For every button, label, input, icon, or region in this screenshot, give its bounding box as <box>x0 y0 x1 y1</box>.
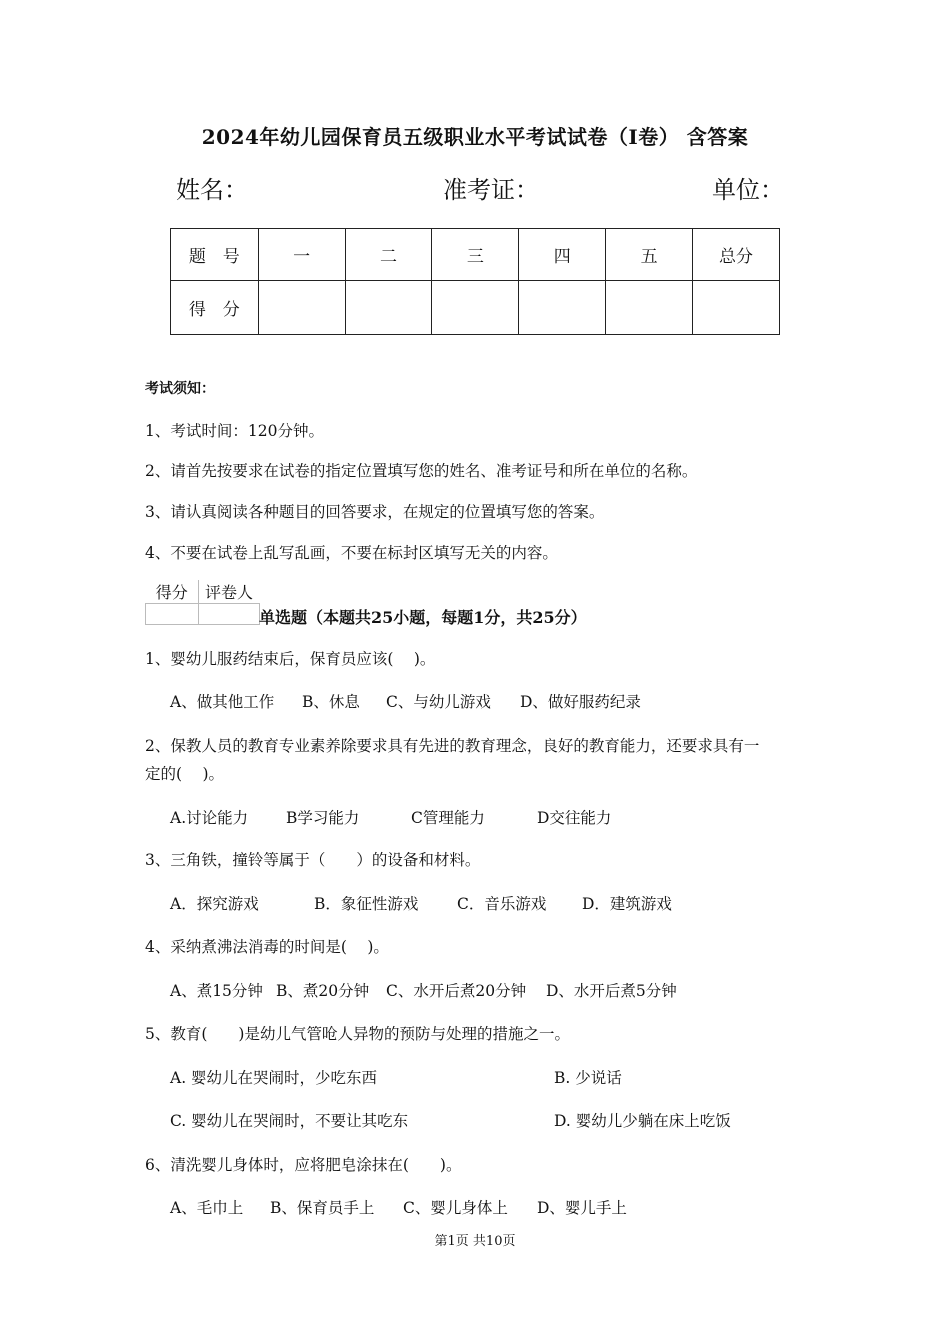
question-stem: 3、三角铁，撞铃等属于（ ）的设备和材料。 <box>145 851 481 869</box>
question-option[interactable]: D、婴儿手上 <box>537 1199 627 1217</box>
score-blank-cell[interactable] <box>519 281 606 335</box>
section-title: 单选题（本题共25小题，每题1分，共25分） <box>259 608 587 627</box>
question-option[interactable]: D. 婴幼儿少躺在床上吃饭 <box>554 1112 731 1130</box>
question-option[interactable]: C．音乐游戏 <box>457 895 547 913</box>
score-table-cell: 得 分 <box>171 281 259 335</box>
question-option[interactable]: A. 婴幼儿在哭闹时，少吃东西 <box>170 1069 378 1087</box>
score-table-cell: 一 <box>258 229 345 281</box>
question-stem: 5、教育( )是幼儿气管呛人异物的预防与处理的措施之一。 <box>145 1025 570 1043</box>
score-table-header-row <box>171 229 780 281</box>
question-option[interactable]: B学习能力 <box>286 809 360 827</box>
question-option[interactable]: B、煮20分钟 <box>276 982 370 1000</box>
question-option[interactable]: D．建筑游戏 <box>582 895 672 913</box>
question-option[interactable]: A.讨论能力 <box>170 809 249 827</box>
question-option[interactable]: B．象征性游戏 <box>314 895 419 913</box>
question-option[interactable]: C. 婴幼儿在哭闹时，不要让其吃东 <box>170 1112 409 1130</box>
question-stem: 2、保教人员的教育专业素养除要求具有先进的教育理念，良好的教育能力，还要求具有一 <box>145 737 760 755</box>
question-option[interactable]: C、婴儿身体上 <box>403 1199 508 1217</box>
score-blank-cell[interactable] <box>606 281 693 335</box>
score-table-score-row <box>171 281 780 335</box>
score-blank-cell[interactable] <box>693 281 780 335</box>
question-option[interactable]: B. 少说话 <box>554 1069 622 1087</box>
question-stem: 6、清洗婴儿身体时，应将肥皂涂抹在( )。 <box>145 1156 462 1174</box>
score-table-cell: 二 <box>345 229 432 281</box>
question-option[interactable]: C管理能力 <box>411 809 485 827</box>
score-table-cell: 五 <box>606 229 693 281</box>
notes-title: 考试须知： <box>145 381 215 397</box>
question-stem: 1、婴幼儿服药结束后，保育员应该( )。 <box>145 650 436 668</box>
unit-field-label: 单位： <box>712 176 784 204</box>
exam-id-field-label: 准考证： <box>443 176 539 204</box>
score-table-cell: 总分 <box>693 229 780 281</box>
score-blank-cell[interactable] <box>345 281 432 335</box>
grader-box <box>145 580 260 625</box>
name-field-label: 姓名： <box>176 176 248 204</box>
grader-name-label: 评卷人 <box>199 580 260 604</box>
note-item: 4、不要在试卷上乱写乱画，不要在标封区填写无关的内容。 <box>145 544 558 562</box>
score-table-cell: 四 <box>519 229 606 281</box>
note-item: 2、请首先按要求在试卷的指定位置填写您的姓名、准考证号和所在单位的名称。 <box>145 462 698 480</box>
question-option[interactable]: C、水开后煮20分钟 <box>386 982 527 1000</box>
grader-score-blank[interactable] <box>146 604 199 625</box>
score-blank-cell[interactable] <box>258 281 345 335</box>
exam-title: 2024年幼儿园保育员五级职业水平考试试卷（I卷） 含答案 <box>201 125 749 149</box>
question-stem: 4、采纳煮沸法消毒的时间是( )。 <box>145 938 389 956</box>
question-option[interactable]: A．探究游戏 <box>170 895 259 913</box>
question-option[interactable]: D交往能力 <box>537 809 612 827</box>
grader-score-label: 得分 <box>146 580 199 604</box>
question-option[interactable]: D、做好服药纪录 <box>520 693 641 711</box>
score-blank-cell[interactable] <box>432 281 519 335</box>
question-stem-continued: 定的( )。 <box>145 765 225 783</box>
question-option[interactable]: A、毛巾上 <box>170 1199 244 1217</box>
note-item: 1、考试时间：120分钟。 <box>145 422 324 440</box>
question-option[interactable]: B、保育员手上 <box>270 1199 375 1217</box>
score-table-cell: 题 号 <box>171 229 259 281</box>
question-option[interactable]: C、与幼儿游戏 <box>386 693 491 711</box>
score-table-cell: 三 <box>432 229 519 281</box>
grader-name-blank[interactable] <box>199 604 260 625</box>
question-option[interactable]: A、做其他工作 <box>170 693 275 711</box>
question-option[interactable]: A、煮15分钟 <box>170 982 263 1000</box>
page-footer: 第1页 共10页 <box>434 1234 516 1249</box>
question-option[interactable]: D、水开后煮5分钟 <box>546 982 677 1000</box>
score-table <box>170 228 780 335</box>
question-option[interactable]: B、休息 <box>302 693 360 711</box>
note-item: 3、请认真阅读各种题目的回答要求，在规定的位置填写您的答案。 <box>145 503 605 521</box>
